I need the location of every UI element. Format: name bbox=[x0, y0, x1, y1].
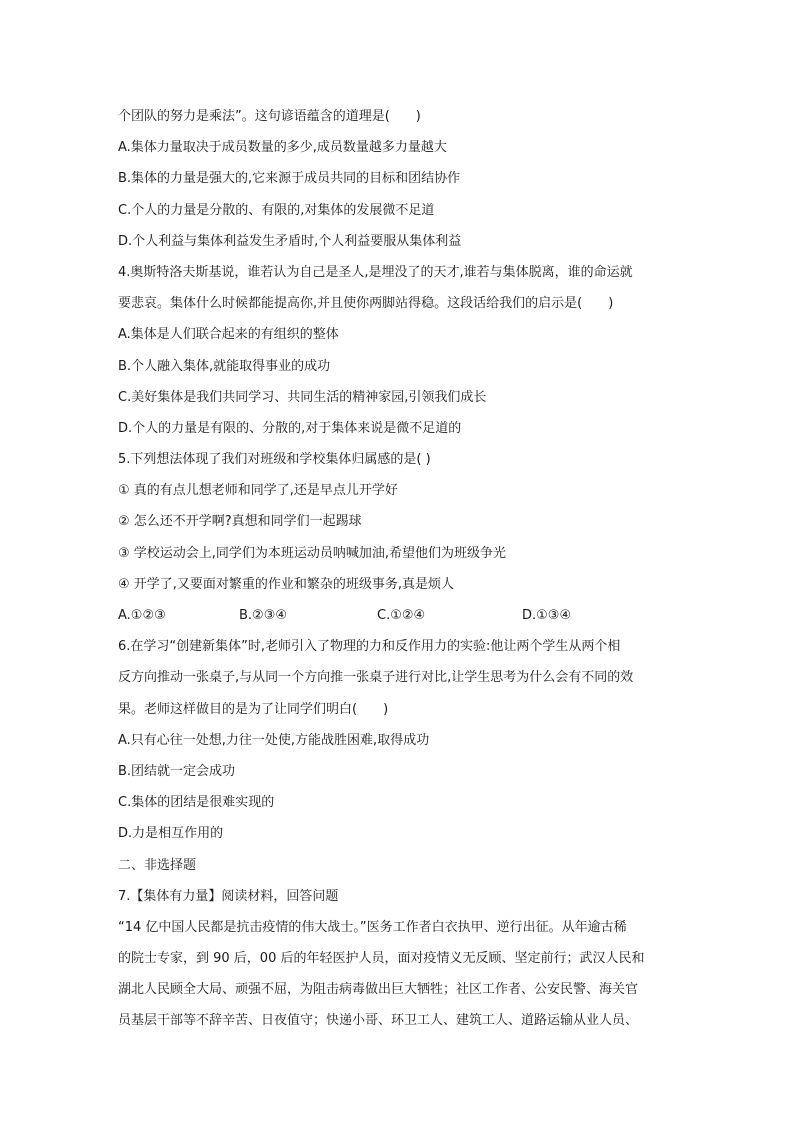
question-4-stem-line-1: 4.奥斯特洛夫斯基说，谁若认为自己是圣人,是埋没了的天才,谁若与集体脱离，谁的命运就 bbox=[118, 264, 633, 280]
material-line-4: 员基层干部等不辞辛苦、日夜值守；快递小哥、环卫工人、建筑工人、道路运输从业人员、 bbox=[118, 1013, 639, 1029]
material-line-1: “14 亿中国人民都是抗击疫情的伟大战士。”医务工作者白衣执甲、逆行出征。从年逾古稀 bbox=[118, 919, 627, 935]
question-4-stem-line-2: 要悲哀。集体什么时候都能提高你,并且使你两脚站得稳。这段话给我们的启示是( ) bbox=[118, 296, 614, 312]
question-5-option-b: B.②③④ bbox=[239, 608, 288, 623]
question-3-option-d: D.个人利益与集体利益发生矛盾时,个人利益要服从集体利益 bbox=[118, 233, 462, 249]
question-6-stem-line-2: 反方向推动一张桌子,与从同一个方向推一张桌子进行对比,让学生思考为什么会有不同的效 bbox=[118, 670, 634, 686]
question-3-option-b: B.集体的力量是强大的,它来源于成员共同的目标和团结协作 bbox=[118, 171, 461, 187]
question-4-option-c: C.美好集体是我们共同学习、共同生活的精神家园,引领我们成长 bbox=[118, 389, 487, 405]
question-5-options bbox=[118, 600, 688, 631]
material-line-3: 湖北人民顾全大局、顽强不屈，为阻击病毒做出巨大牺牲；社区工作者、公安民警、海关官 bbox=[118, 982, 639, 998]
question-6-stem-line-1: 6.在学习“创建新集体”时,老师引入了物理的力和反作用力的实验:他让两个学生从两个相 bbox=[118, 639, 621, 655]
question-3-option-c: C.个人的力量是分散的、有限的,对集体的发展微不足道 bbox=[118, 202, 435, 218]
question-6-option-d: D.力是相互作用的 bbox=[118, 826, 224, 842]
material-line-2: 的院士专家，到 90 后，00 后的年轻医护人员，面对疫情义无反顾、坚定前行；武汉人民和 bbox=[118, 951, 645, 967]
question-7-stem: 7.【集体有力量】阅读材料，回答问题 bbox=[118, 888, 339, 904]
question-6-stem-line-3: 果。老师这样做目的是为了让同学们明白( ) bbox=[118, 701, 389, 717]
question-4-option-b: B.个人融入集体,就能取得事业的成功 bbox=[118, 358, 331, 374]
question-5-statement-2: ② 怎么还不开学啊?真想和同学们一起踢球 bbox=[118, 514, 362, 530]
question-4-option-d: D.个人的力量是有限的、分散的,对于集体来说是微不足道的 bbox=[118, 420, 462, 436]
question-5-option-a: A.①②③ bbox=[118, 608, 166, 623]
question-5-option-c: C.①②④ bbox=[377, 608, 426, 623]
question-6-option-a: A.只有心往一处想,力往一处使,方能战胜困难,取得成功 bbox=[118, 732, 430, 748]
question-6-option-b: B.团结就一定会成功 bbox=[118, 763, 236, 779]
document-content bbox=[118, 101, 688, 1037]
section-2-heading: 二、非选择题 bbox=[118, 857, 197, 873]
question-5-option-d: D.①③④ bbox=[522, 608, 572, 623]
question-4-option-a: A.集体是人们联合起来的有组织的整体 bbox=[118, 327, 339, 343]
question-5-stem: 5.下列想法体现了我们对班级和学校集体归属感的是( ) bbox=[118, 452, 431, 468]
question-3-stem-end: 个团队的努力是乘法”。这句谚语蕴含的道理是( ) bbox=[118, 109, 421, 124]
question-3-option-a: A.集体力量取决于成员数量的多少,成员数量越多力量越大 bbox=[118, 140, 447, 156]
question-5-statement-3: ③ 学校运动会上,同学们为本班运动员呐喊加油,希望他们为班级争光 bbox=[118, 545, 507, 561]
question-5-statement-4: ④ 开学了,又要面对繁重的作业和繁杂的班级事务,真是烦人 bbox=[118, 576, 455, 592]
question-6-option-c: C.集体的团结是很难实现的 bbox=[118, 795, 275, 811]
question-5-statement-1: ① 真的有点儿想老师和同学了,还是早点儿开学好 bbox=[118, 483, 398, 499]
